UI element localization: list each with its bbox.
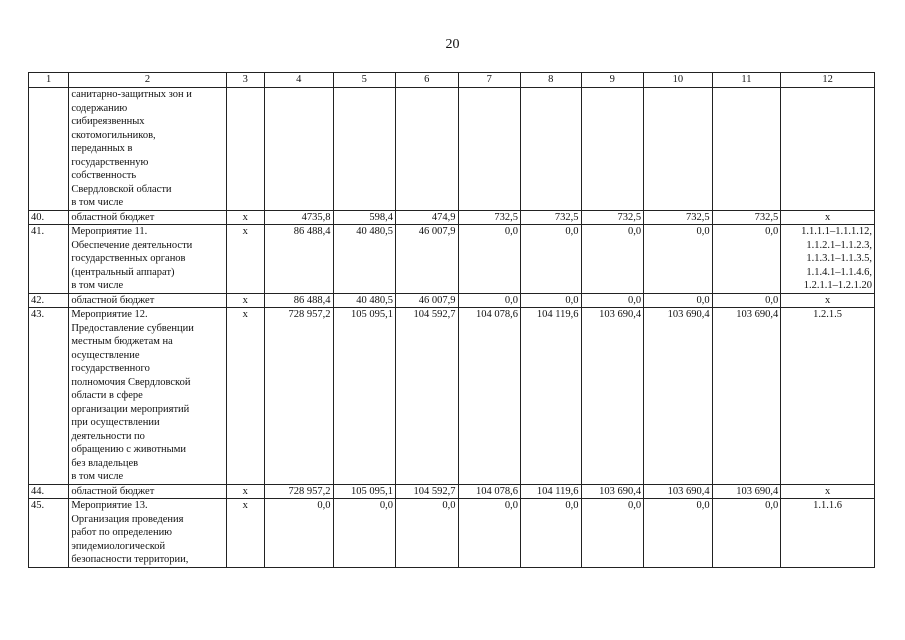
row-name: Мероприятие 11. Обеспечение деятельности государственных органов (центральный аппарат) в том числе [69,225,226,294]
cell-col9: 0,0 [581,293,644,308]
cell-col9: 103 690,4 [581,484,644,499]
cell-col9: 0,0 [581,499,644,568]
cell-col4: 728 957,2 [264,484,333,499]
cell-col5: 40 480,5 [333,225,396,294]
column-header: 2 [69,73,226,88]
column-header: 12 [781,73,875,88]
cell-col6: 0,0 [396,499,459,568]
cell-col7: 0,0 [458,225,521,294]
cell-col12: х [781,210,875,225]
cell-col8: 732,5 [521,210,582,225]
cell-col10: 103 690,4 [644,308,713,485]
column-header: 6 [396,73,459,88]
cell-col9 [581,88,644,211]
row-name: санитарно-защитных зон и содержанию сибиреязвенных скотомогильников, переданных в государственную собственность Свердловской области в том числе [69,88,226,211]
cell-col8: 104 119,6 [521,308,582,485]
column-header: 1 [29,73,69,88]
cell-col11 [712,88,781,211]
cell-col10 [644,88,713,211]
cell-col5: 105 095,1 [333,484,396,499]
cell-col5: 0,0 [333,499,396,568]
cell-col7: 0,0 [458,293,521,308]
table-row [29,88,875,211]
row-number: 42. [29,293,69,308]
cell-col11: 103 690,4 [712,484,781,499]
cell-col6: 104 592,7 [396,308,459,485]
column-header: 10 [644,73,713,88]
table-row [29,484,875,499]
column-header: 8 [521,73,582,88]
page-number: 20 [445,37,460,52]
cell-col3: х [226,308,264,485]
cell-col3: х [226,484,264,499]
cell-col12: 1.1.1.6 [781,499,875,568]
row-number: 40. [29,210,69,225]
column-header: 11 [712,73,781,88]
cell-col8: 0,0 [521,293,582,308]
cell-col10: 0,0 [644,225,713,294]
cell-col3: х [226,499,264,568]
cell-col10: 103 690,4 [644,484,713,499]
cell-col11: 0,0 [712,499,781,568]
table-row [29,499,875,568]
table-row [29,293,875,308]
cell-col6 [396,88,459,211]
column-header: 9 [581,73,644,88]
cell-col12 [781,88,875,211]
cell-col4: 86 488,4 [264,225,333,294]
cell-col3: х [226,210,264,225]
cell-col3 [226,88,264,211]
cell-col4 [264,88,333,211]
cell-col10: 0,0 [644,293,713,308]
column-header: 4 [264,73,333,88]
cell-col8: 0,0 [521,225,582,294]
cell-col4: 728 957,2 [264,308,333,485]
row-number [29,88,69,211]
cell-col5: 598,4 [333,210,396,225]
cell-col4: 4735,8 [264,210,333,225]
cell-col9: 0,0 [581,225,644,294]
budget-table [28,72,875,568]
row-name: Мероприятие 13. Организация проведения работ по определению эпидемиологической безопасности территории, [69,499,226,568]
cell-col12: х [781,484,875,499]
cell-col9: 732,5 [581,210,644,225]
cell-col10: 732,5 [644,210,713,225]
cell-col4: 0,0 [264,499,333,568]
table-header-row [29,73,875,88]
cell-col3: х [226,293,264,308]
cell-col6: 46 007,9 [396,225,459,294]
row-number: 41. [29,225,69,294]
cell-col11: 0,0 [712,293,781,308]
cell-col6: 46 007,9 [396,293,459,308]
row-name: областной бюджет [69,293,226,308]
cell-col8 [521,88,582,211]
cell-col11: 103 690,4 [712,308,781,485]
cell-col7: 0,0 [458,499,521,568]
column-header: 7 [458,73,521,88]
cell-col10: 0,0 [644,499,713,568]
row-number: 43. [29,308,69,485]
row-number: 45. [29,499,69,568]
cell-col5: 105 095,1 [333,308,396,485]
cell-col11: 0,0 [712,225,781,294]
row-name: Мероприятие 12. Предоставление субвенции местным бюджетам на осуществление государственного полномочия Свердловской области в сфере организации мероприятий при осуществлении деятельности по обращению с животными без владельцев в том числе [69,308,226,485]
cell-col5 [333,88,396,211]
cell-col7: 104 078,6 [458,484,521,499]
cell-col12: 1.1.1.1–1.1.1.12, 1.1.2.1–1.1.2.3, 1.1.3.1–1.1.3.5, 1.1.4.1–1.1.4.6, 1.2.1.1–1.2.1.20 [781,225,875,294]
row-name: областной бюджет [69,484,226,499]
cell-col6: 474,9 [396,210,459,225]
row-number: 44. [29,484,69,499]
cell-col9: 103 690,4 [581,308,644,485]
cell-col11: 732,5 [712,210,781,225]
cell-col12: 1.2.1.5 [781,308,875,485]
table-row [29,308,875,485]
cell-col6: 104 592,7 [396,484,459,499]
cell-col7: 732,5 [458,210,521,225]
table-row [29,225,875,294]
row-name: областной бюджет [69,210,226,225]
cell-col5: 40 480,5 [333,293,396,308]
column-header: 3 [226,73,264,88]
column-header: 5 [333,73,396,88]
cell-col3: х [226,225,264,294]
cell-col8: 0,0 [521,499,582,568]
cell-col7 [458,88,521,211]
table-row [29,210,875,225]
cell-col8: 104 119,6 [521,484,582,499]
cell-col4: 86 488,4 [264,293,333,308]
cell-col12: х [781,293,875,308]
cell-col7: 104 078,6 [458,308,521,485]
